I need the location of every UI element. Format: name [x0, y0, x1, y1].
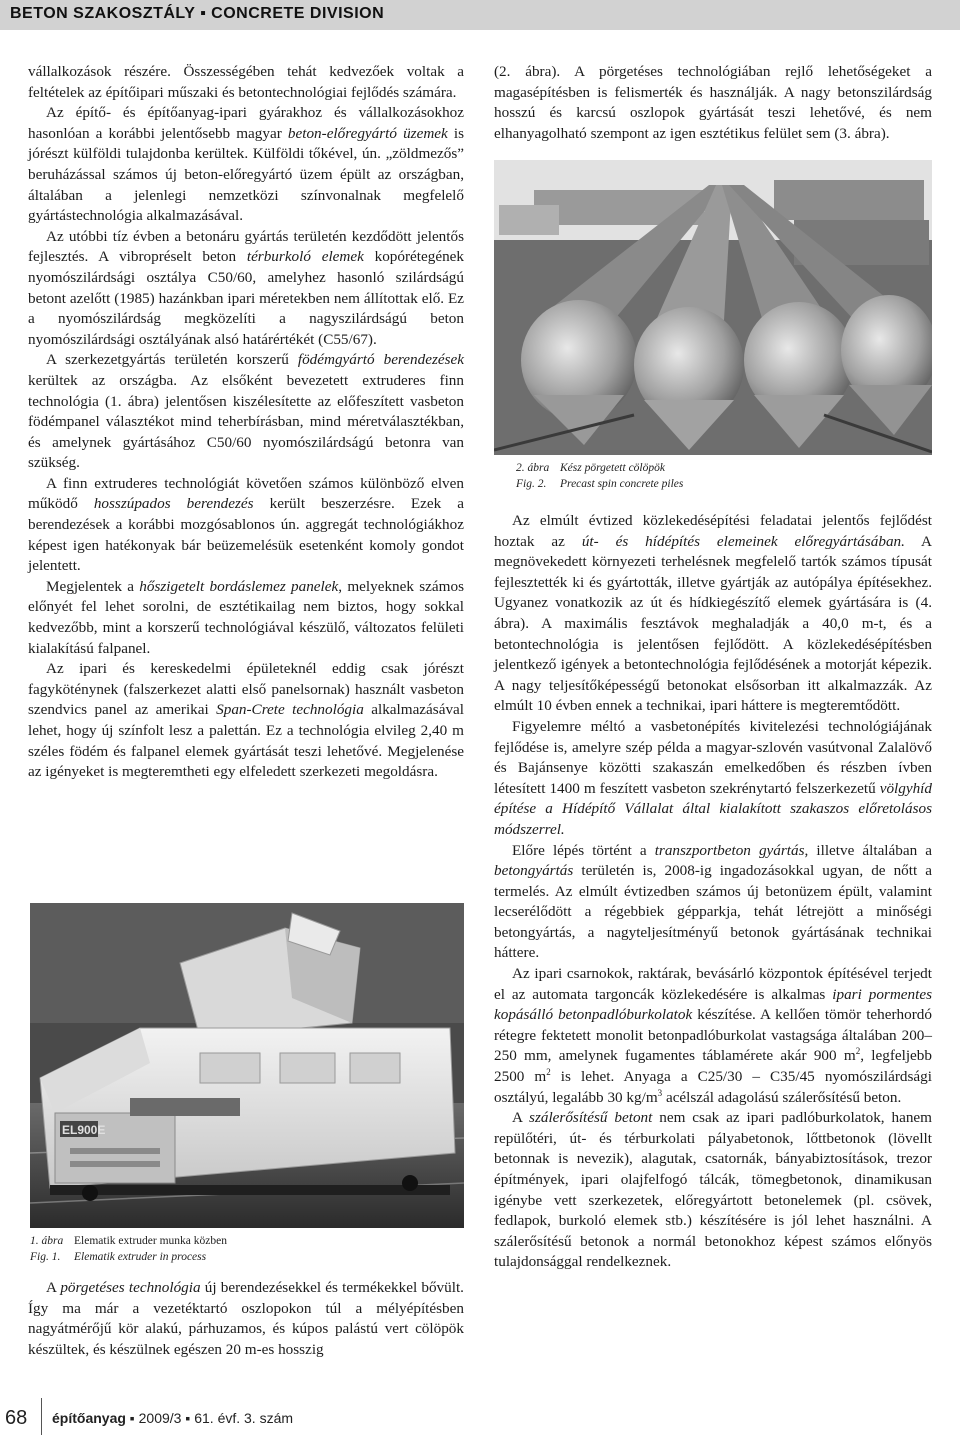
figure-1-photo	[30, 903, 464, 1228]
figure-2-photo	[494, 160, 932, 455]
caption-label: Fig. 1.	[30, 1251, 61, 1263]
caption-text: Elematik extruder in process	[74, 1251, 207, 1263]
paragraph: Előre lépés történt a transzportbeton gyártás, illetve általában a betongyártás területén is, 2008-ig ingadozásokkal ugyan, de nőtt a termelés. Az elmúlt évtizedben számos új betonüzem épült, valamint lecserélődött a régebbiek gépparkja, tehát létrejött a minőségi betongyártás, a nagyteljesítményű betonok gyártásának technikai háttere.	[494, 841, 932, 962]
footer-publication	[52, 1410, 293, 1426]
paragraph: Az utóbbi tíz évben a betonáru gyártás területén kezdődött jelentős fejlesztés. A vibropréselt beton térburkoló elemek kopórétegének nyomószilárdsági osztálya C50/60, amelyhez hasonló szilárdságú betont azelőtt (1985) hazánkban ipari méretekben nem állítottak elő. Ez a nyomószilárdság megközelíti a nagyszilárdságú beton nyomószilárdsági osztályának alsó határértékét (C55/67).	[28, 227, 464, 348]
figure-1-caption	[30, 1233, 227, 1265]
paragraph: Az elmúlt évtized közlekedésépítési feladatai jelentős fejlődést hoztak az út- és hídépítés elemeinek előregyártásában. A megnövekedett környezeti terhelésnek megfelelő tartók számos típusát fejlesztették ki és gyártották, illetve gyártják az autópálya építésekhez. Ugyanez vonatkozik az út és hídkiegészítő elemek gyártására is (4. ábra). A maximális fesztávok meghaladják a 40,0 m-t, és a betontechnológia is jelentősen fejlődött. A közlekedésépítésben jelentkező igények a betontechnológia fejlődésének a motorját képezik. A nagy teljesítőképességű betonokat elsősorban itt alkalmazzák. Az elmúlt 10 évben ennek a technikai, ipari háttere is megteremtődött.	[494, 512, 932, 715]
caption-text: Precast spin concrete piles	[560, 478, 684, 490]
paragraph: (2. ábra). A pörgetéses technológiában rejlő lehetőségeket a magasépítésben is felismerték és használják. A nagy betonszilárdság hosszú és karcsú oszlopok gyártását teszi lehetővé, és nem elhanyagolható szempont az igen esztétikus felület sem (3. ábra).	[494, 63, 932, 142]
paragraph: A pörgetéses technológia új berendezésekkel és termékekkel bővült. Így ma már a vezetéktartó oszlopokon túl a mélyépítésben nagyátmérőjű kör alakú, párhuzamos, és kúpos palástú vert cölöpök készültek, és készülnek egészen 20 m-es hosszig	[28, 1279, 464, 1358]
paragraph: Az építő- és építőanyag-ipari gyárakhoz és vállalkozásokhoz hasonlóan a korábbi jelentősebb magyar beton-előregyártó üzemek is jórészt külföldi tulajdonba kerültek. Külföldi tőkével, ún. „zöldmezős” beruházással számos új beton-előregyártó üzem épült az országban, általában a jelenlegi nemzetközi színvonalnak megfelelő gyártástechnológia alkalmazásával.	[28, 104, 465, 225]
caption-text: Elematik extruder munka közben	[74, 1235, 227, 1247]
issue-info: ▪ 2009/3 ▪ 61. évf. 3. szám	[125, 1410, 294, 1426]
paragraph: A szálerősítésű betont nem csak az ipari padlóburkolatok, hanem repülőtéri, út- és térburkolati pályabetonok, lőttbetonok (lövellt betonnak is nevezik), alagutak, csatornák, bányabiztosítások, trezor építmények, ipari olajfelfogó tálcák, tömegbetonok, dinamikusan igénybe vett szerkezetek, előregyártott betonelemek (pl. csövek, fedlapok, burkoló elemek stb.) készítésére is jól lehet használni. A szálerősítésű betonok a normál betonokhoz képest számos előnyös tulajdonsággal rendelkeznek.	[494, 1109, 932, 1271]
left-column	[28, 62, 464, 783]
caption-label: 2. ábra	[516, 462, 550, 474]
magazine-name: építőanyag	[52, 1410, 126, 1426]
right-column-top	[494, 62, 932, 144]
left-column-bottom	[28, 1278, 464, 1360]
paragraph: A finn extruderes technológiát követően számos különböző elven működő hosszúpados berendezés került beszerzésre. Ezek a berendezések a korábbi mozgósablonos ún. aggregát technológiákhoz képest igen hatékonyak bár beüzemelésük esetenként komoly gondot jelentett.	[28, 474, 464, 575]
paragraph: Megjelentek a hőszigetelt bordáslemez panelek, melyeknek számos előnyét fel lehet sorolni, de esztétikailag nem biztos, hogy sokkal kedvezőbb, mint a korszerű technológiával készülő, változatos felületi kialakítású falpanel.	[28, 577, 464, 657]
paragraph: Az ipari és kereskedelmi épületeknél eddig csak jórészt fagyköténynek (falszerkezet alatti első panelsornak) használt vasbeton szendvics panel az amerikai Span-Crete technológia alkalmazásával lehet, hogy új színfolt lesz a palettán. Ez a technológia elvileg 2,40 m széles födém és falpanel elemek gyártását teszi lehetővé. Megjelenése az igényeket is megteremtheti egy elfeledett szerkezeti megoldásra.	[28, 660, 464, 781]
caption-label: Fig. 2.	[516, 478, 547, 490]
right-column-bottom	[494, 511, 932, 1273]
page-number: 68	[5, 1407, 28, 1429]
paragraph: A szerkezetgyártás területén korszerű födémgyártó berendezések kerültek az országba. Az elsőként bevezetett extruderes finn technológia (1. ábra) jelentősen kiszélesítette az előfeszített vasbeton födémpanel választékot mind teherbírásban, mind méretválasztékban, és amelynek gyártásához C50/60 nyomószilárdságú betonra van szükség.	[28, 351, 464, 472]
footer-divider	[41, 1398, 42, 1435]
paragraph: Figyelemre méltó a vasbetonépítés kivitelezési technológiájának fejlődése is, amelyre szép példa a magyar-szlovén vasútvonal Zalalövő és Bajánsenye közötti szakaszán emelkedőben és részben ívben létesített 1400 m feszített vasbeton szekrénytartó felszerkezetű völgyhíd építése a Hídépítő Vállalat által kialakított szakaszos előretolásos módszerrel.	[494, 717, 932, 838]
section-title: BETON SZAKOSZTÁLY ▪ CONCRETE DIVISION	[10, 5, 385, 22]
paragraph: vállalkozások részére. Összességében tehát kedvezőek voltak a feltételek az építőipari műszaki és betontechnológiai fejlődés számára.	[28, 63, 464, 101]
caption-text: Kész pörgetett cölöpök	[560, 462, 665, 474]
figure-2-caption	[516, 460, 683, 492]
caption-label: 1. ábra	[30, 1235, 64, 1247]
paragraph: Az ipari csarnokok, raktárak, bevásárló központok építésével terjedt el az automata targoncák közlekedésére is alkalmas ipari pormentes kopásálló betonpadlóburkolatok készítése. A kellően tömör teherhordó rétegre fektetett monolit betonpadlóburkolat vastagsága általában 200–250 mm, amelynek fugamentes táblamérete akár 900 $m^2$, legfeljebb 2500 $m^2$ is lehet. Anyaga a C25/30 – C35/45 nyomószilárdsági osztályú, legalább 30 $kg/m^3$ acélszál adagolású szálerősítésű beton.	[494, 965, 932, 1106]
header-bar	[0, 0, 960, 30]
piles-illustration	[494, 160, 932, 455]
machine-label-text: EL900E	[62, 1123, 106, 1137]
extruder-illustration	[30, 903, 464, 1228]
